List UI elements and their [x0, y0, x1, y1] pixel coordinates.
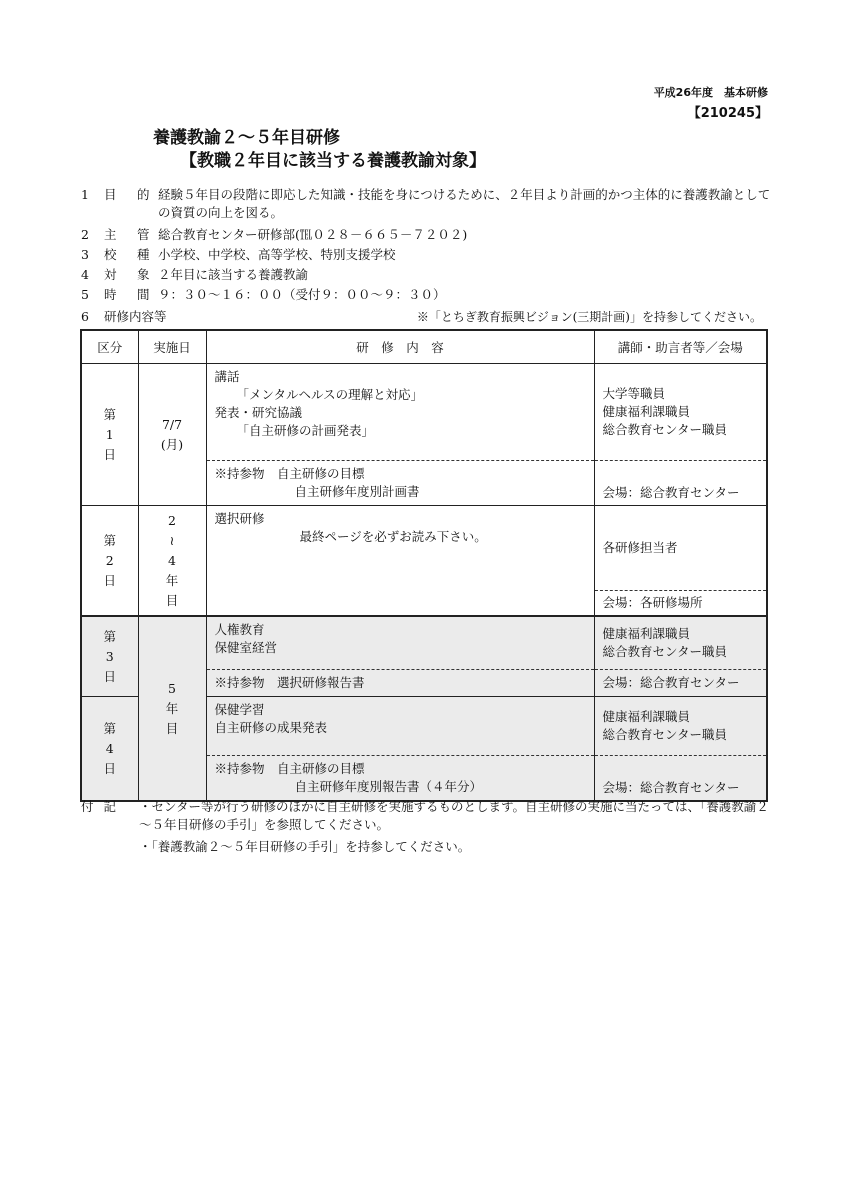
page-subtitle: 【教職２年目に該当する養護教諭対象】 [180, 151, 486, 171]
section-label: 主 管 [104, 227, 154, 242]
section-label: 時 間 [104, 287, 154, 302]
day4-venue: 会場：総合教育センター [594, 756, 767, 802]
table-row-day1 [81, 364, 767, 461]
header-lecturer: 講師・助言者等／会場 [594, 330, 767, 364]
page-title: 養護教諭２～５年目研修 [153, 128, 340, 148]
section-value: 小学校、中学校、高等学校、特別支援学校 [158, 247, 396, 262]
section-number: 2 [81, 227, 89, 242]
header-date: 実施日 [138, 330, 206, 364]
day1-items: ※持参物 自主研修の目標 自主研修年度別計画書 [206, 461, 594, 506]
day1-label: 第 1 日 [81, 364, 138, 506]
day1-lecturers: 大学等職員 健康福利課職員 総合教育センター職員 [594, 364, 767, 461]
day3-lecturers: 健康福利課職員 総合教育センター職員 [594, 616, 767, 670]
section-value: 総合教育センター研修部(℡０２８－６６５－７２０２) [158, 227, 468, 242]
section-number: 6 [81, 309, 89, 324]
day3-label: 第 3 日 [81, 616, 138, 697]
section-value: ９：３０～１６：００（受付９：００～９：３０） [158, 287, 446, 302]
table-header-row [81, 330, 767, 364]
bring-vision-note: ※「とちぎ教育振興ビジョン(三期計画)」を持参してください。 [416, 310, 762, 324]
section-label: 対 象 [104, 267, 154, 282]
day4-content: 保健学習 自主研修の成果発表 [206, 697, 594, 756]
section-label: 目 的 [104, 187, 154, 202]
section-value: 経験５年目の段階に即応した知識・技能を身につけるために、２年目より計画的かつ主体的に養護教諭としての資質の向上を図る。 [158, 187, 771, 220]
section-number: 3 [81, 247, 89, 262]
section-number: 4 [81, 267, 89, 282]
section-number: 5 [81, 287, 89, 302]
day2-content: 選択研修 最終ページを必ずお読み下さい。 [206, 506, 594, 617]
day1-venue: 会場：総合教育センター [594, 461, 767, 506]
footnote-label: 付記 [81, 799, 127, 814]
schedule-table [80, 329, 768, 802]
day4-lecturers: 健康福利課職員 総合教育センター職員 [594, 697, 767, 756]
section-label: 研修内容等 [104, 309, 167, 324]
day1-content: 講話 「メンタルヘルスの理解と対応」 発表・研究協議 「自主研修の計画発表」 [206, 364, 594, 461]
day3-venue: 会場：総合教育センター [594, 670, 767, 697]
header-category: 区分 [81, 330, 138, 364]
header-content: 研 修 内 容 [206, 330, 594, 364]
meta-year: 平成26年度 基本研修 [653, 86, 768, 99]
day3-items: ※持参物 選択研修報告書 [206, 670, 594, 697]
day2-lecturers: 各研修担当者 [594, 506, 767, 591]
footnote-item: ・「養護教諭２～５年目研修の手引」を持参してください。 [139, 839, 471, 854]
section-label: 校 種 [104, 247, 154, 262]
footnote-item: ・センター等が行う研修のほかに自主研修を実施するものとします。自主研修の実施に当たっては、「養護教諭２～５年目研修の手引」を参照してください。 [139, 799, 769, 832]
table-row-day2 [81, 506, 767, 591]
day2-date: 2 ≀ 4 年 目 [138, 506, 206, 617]
day3-content: 人権教育 保健室経営 [206, 616, 594, 670]
table-row-day3 [81, 616, 767, 670]
day2-label: 第 2 日 [81, 506, 138, 617]
day1-date: 7/7 (月) [138, 364, 206, 506]
meta-code: 【210245】 [687, 106, 768, 121]
year5-date: 5 年 目 [138, 616, 206, 801]
day4-label: 第 4 日 [81, 697, 138, 802]
section-value: ２年目に該当する養護教諭 [158, 267, 309, 282]
day2-venue: 会場：各研修場所 [594, 591, 767, 617]
section-number: 1 [81, 187, 89, 202]
day4-items: ※持参物 自主研修の目標 自主研修年度別報告書（４年分） [206, 756, 594, 802]
